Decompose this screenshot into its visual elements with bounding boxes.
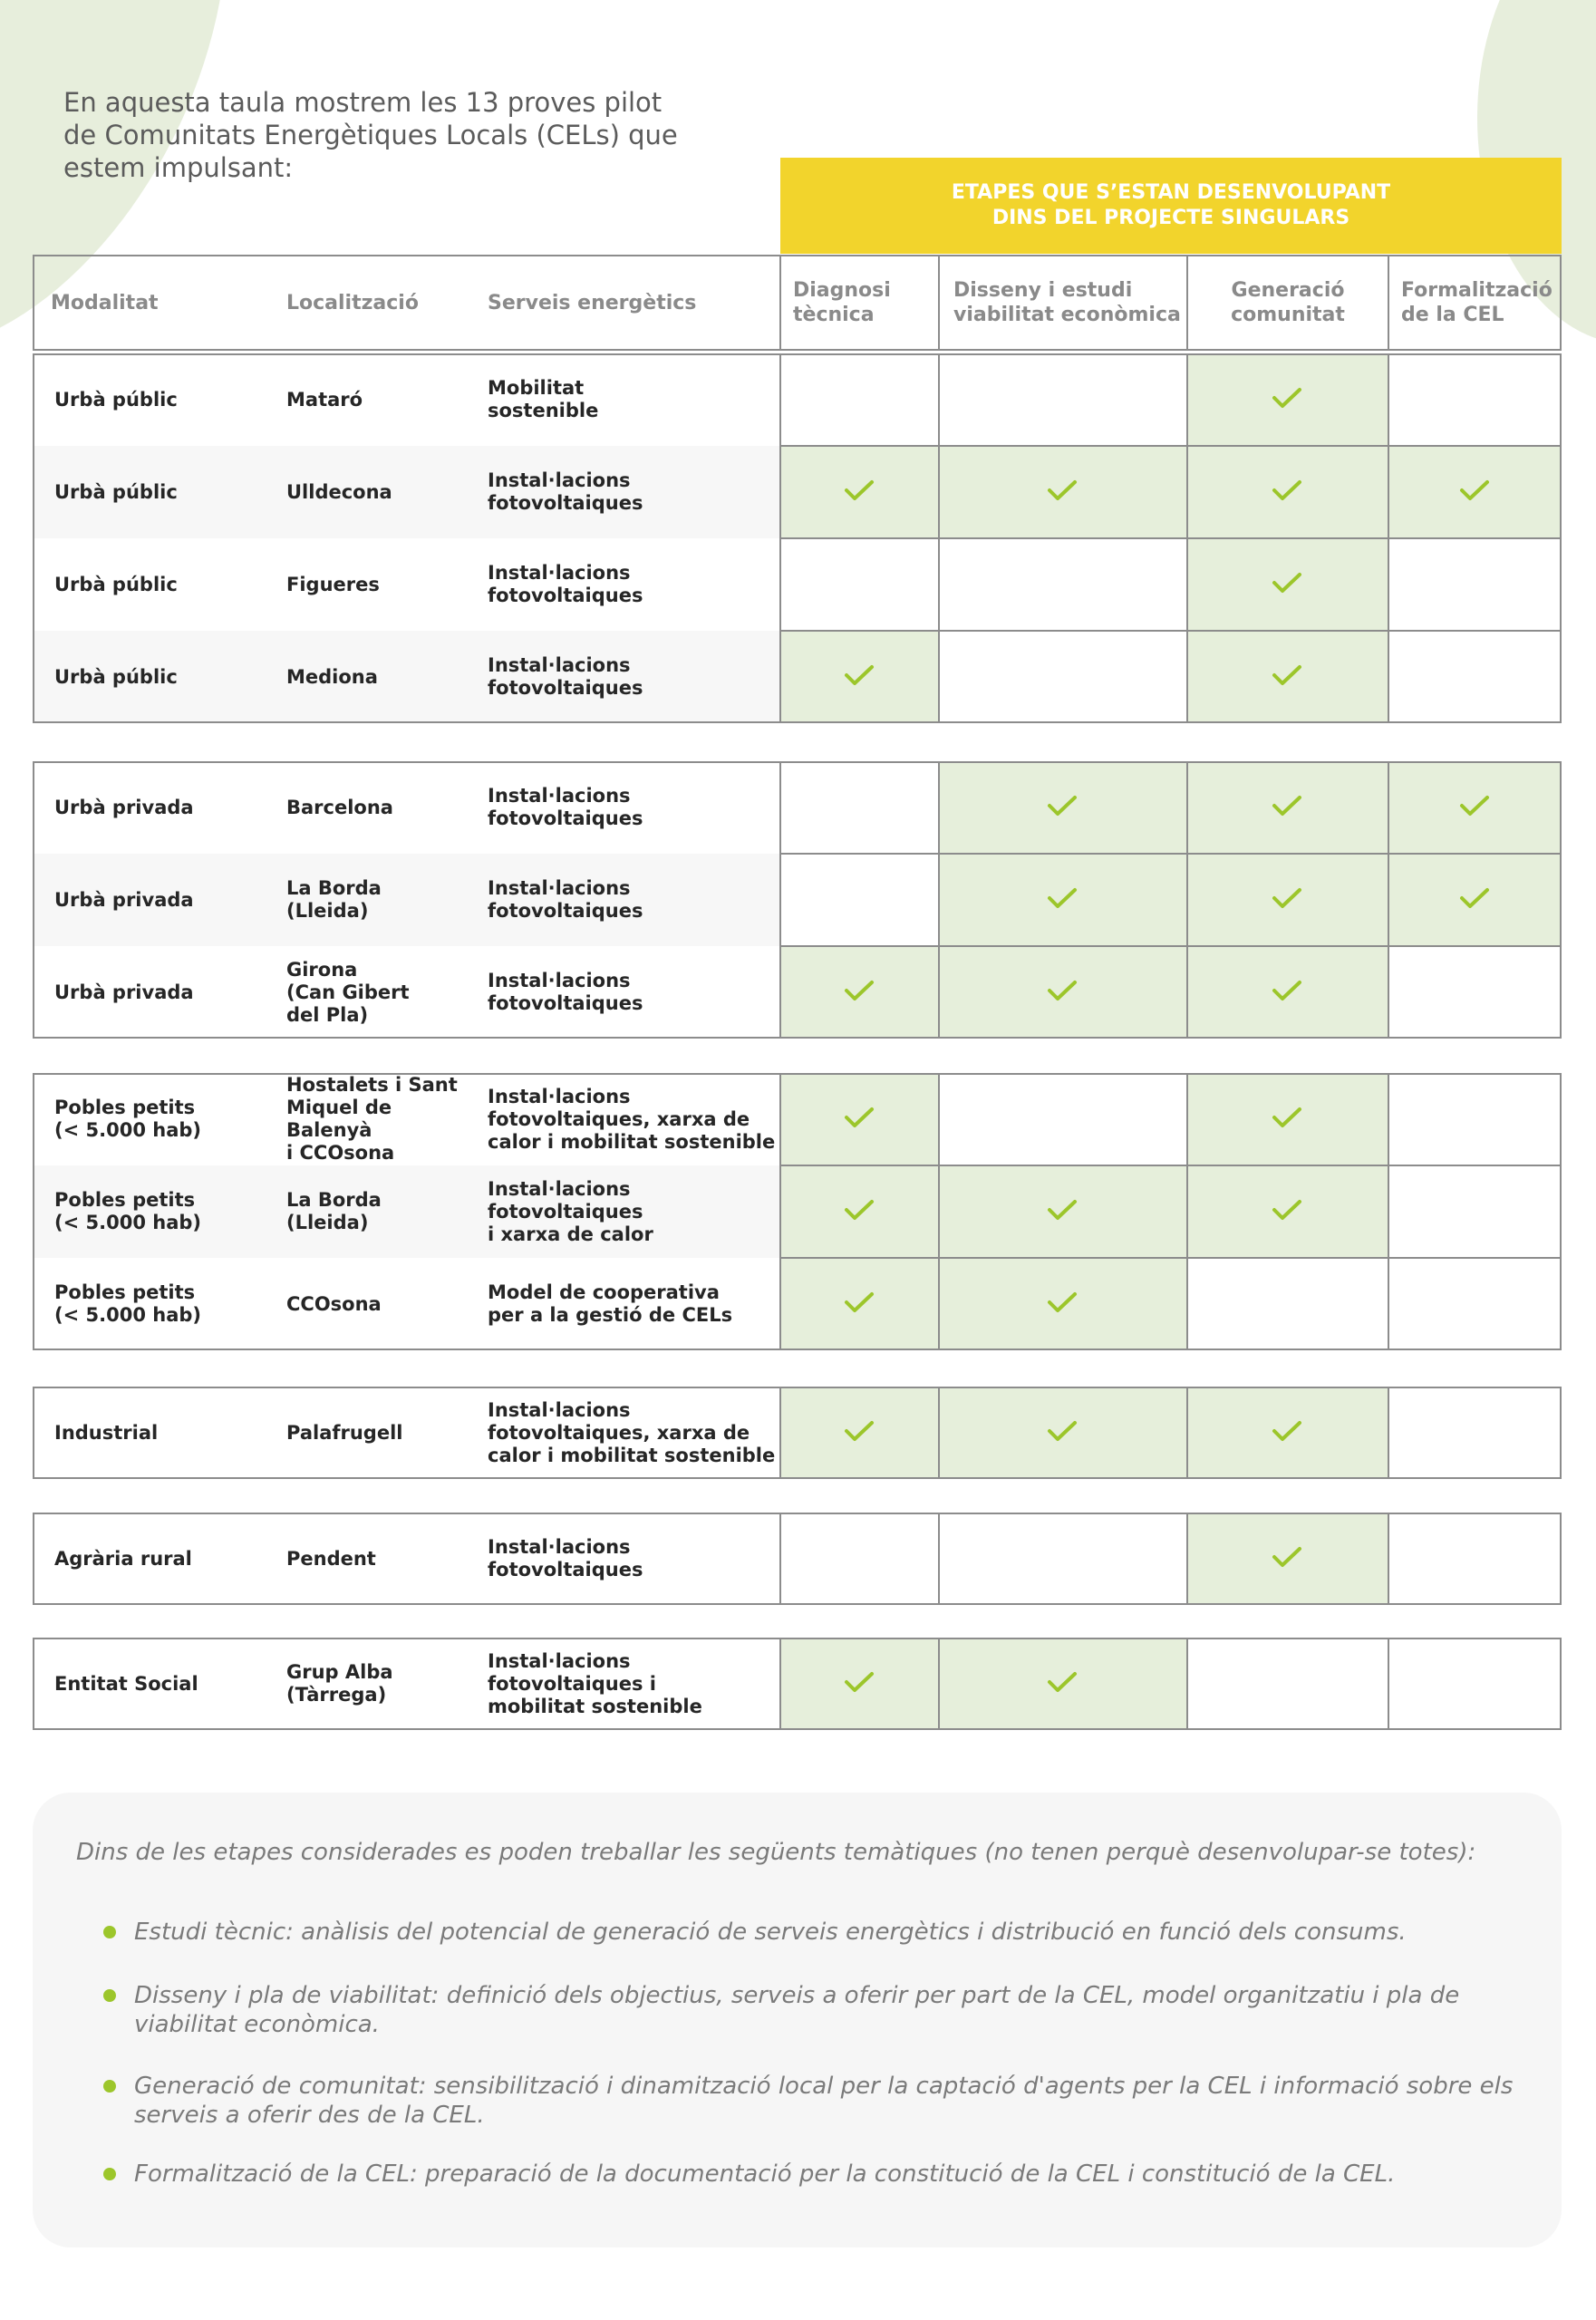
stage-cell-formalitzacio [1388,446,1562,538]
check-icon [1047,1670,1078,1697]
stage-cell-disseny [938,1638,1186,1730]
check-icon [1047,886,1078,914]
cell-modalitat: Pobles petits (< 5.000 hab) [54,1189,201,1233]
column-divider [779,1638,781,1730]
cell-serveis: Instal·lacions fotovoltaiques i xarxa de calor [488,1177,653,1245]
stage-cell-generacio [1186,631,1388,723]
check-icon [1047,478,1078,506]
check-icon [1272,979,1302,1006]
stage-cell-diagnosi [779,1165,938,1258]
stage-cell-generacio [1186,1258,1388,1350]
row-divider [779,945,1562,947]
stage-cell-disseny [938,446,1186,538]
column-divider [938,761,940,1039]
cell-localitzacio: La Borda (Lleida) [286,1189,382,1233]
stage-cell-disseny [938,1165,1186,1258]
column-divider [938,1638,940,1730]
header-formalitzacio: Formalització de la CEL [1401,279,1552,326]
column-divider [1186,1513,1188,1605]
stage-cell-formalitzacio [1388,854,1562,946]
table-group [33,1638,1562,1730]
row-divider [779,1165,1562,1166]
check-icon [844,478,875,506]
column-divider [1186,1073,1188,1350]
stage-cell-disseny [938,631,1186,723]
stage-cell-diagnosi [779,946,938,1039]
check-icon [1459,794,1490,821]
stage-cell-disseny [938,854,1186,946]
stage-cell-diagnosi [779,538,938,631]
stage-cell-disseny [938,1387,1186,1479]
table-header [33,255,1562,351]
cell-localitzacio: Ulldecona [286,480,392,503]
stage-cell-disseny [938,1513,1186,1605]
check-icon [844,1106,875,1133]
table-group [33,1073,1562,1350]
check-icon [1047,1419,1078,1446]
cell-localitzacio: Figueres [286,573,380,595]
bullet-icon [103,1989,116,2002]
cell-serveis: Instal·lacions fotovoltaiques i mobilitat sostenible [488,1649,702,1717]
column-divider [779,761,781,1039]
stage-cell-generacio [1186,854,1388,946]
row-divider [779,445,1562,447]
cell-modalitat: Urbà privada [54,796,194,818]
stage-cell-formalitzacio [1388,946,1562,1039]
stage-cell-generacio [1186,1513,1388,1605]
check-icon [1272,1419,1302,1446]
check-icon [1272,1545,1302,1572]
note-item-estudi: Estudi tècnic: anàlisis del potencial de generació de serveis energètics i distribució en funció dels consums. [134,1919,1407,1946]
cell-serveis: Model de cooperativa per a la gestió de CELs [488,1281,733,1326]
cell-localitzacio: Palafrugell [286,1421,403,1444]
stage-cell-diagnosi [779,854,938,946]
stage-cell-formalitzacio [1388,1513,1562,1605]
cell-localitzacio: Pendent [286,1547,376,1570]
cell-serveis: Instal·lacions fotovoltaiques [488,562,643,606]
stage-cell-diagnosi [779,1387,938,1479]
column-divider [779,1073,781,1350]
check-icon [1272,571,1302,598]
column-divider [1388,1513,1389,1605]
cell-serveis: Mobilitat sostenible [488,377,599,421]
check-icon [1047,1198,1078,1225]
cell-serveis: Instal·lacions fotovoltaiques [488,877,643,922]
cell-modalitat: Urbà públic [54,388,178,411]
check-icon [1272,478,1302,506]
cell-localitzacio: Barcelona [286,796,393,818]
cell-serveis: Instal·lacions fotovoltaiques [488,469,643,514]
table-group [33,761,1562,1039]
stage-cell-formalitzacio [1388,1258,1562,1350]
note-item-disseny: Disseny i pla de viabilitat: definició dels objectius, serveis a oferir per part de la CEL, model organitzatiu i pla de viabilitat econòmica. [134,1982,1460,2038]
stage-cell-generacio [1186,1638,1388,1730]
stage-cell-formalitzacio [1388,761,1562,854]
cell-modalitat: Urbà públic [54,480,178,503]
check-icon [844,1419,875,1446]
cell-modalitat: Urbà privada [54,981,194,1003]
cell-modalitat: Urbà públic [54,665,178,688]
column-divider [938,1073,940,1350]
stage-cell-diagnosi [779,761,938,854]
stage-cell-formalitzacio [1388,1073,1562,1165]
cell-localitzacio: CCOsona [286,1292,382,1315]
column-divider [779,1513,781,1605]
cell-localitzacio: Hostalets i Sant Miquel de Balenyà i CCOsona [286,1074,458,1164]
stage-cell-formalitzacio [1388,353,1562,446]
header-divider [938,255,940,351]
cell-modalitat: Entitat Social [54,1672,198,1695]
header-divider [779,255,781,351]
column-divider [1186,1387,1188,1479]
header-divider [1388,255,1389,351]
stages-banner-label: ETAPES QUE S’ESTAN DESENVOLUPANT DINS DEL PROJECTE SINGULARS [951,181,1391,229]
cell-serveis: Instal·lacions fotovoltaiques [488,970,643,1014]
stage-cell-formalitzacio [1388,1387,1562,1479]
cell-serveis: Instal·lacions fotovoltaiques [488,654,643,699]
column-divider [779,1387,781,1479]
table-group [33,1387,1562,1479]
cell-modalitat: Industrial [54,1421,159,1444]
cell-serveis: Instal·lacions fotovoltaiques [488,1536,643,1580]
notes-intro: Dins de les etapes considerades es poden treballar les següents temàtiques (no tenen perquè desenvolupar-se totes): [76,1839,1476,1866]
note-item-formalitzacio: Formalització de la CEL: preparació de la documentació per la constitució de la CEL i constitució de la CEL. [134,2160,1396,2188]
row-divider [779,853,1562,855]
check-icon [1272,794,1302,821]
stage-cell-disseny [938,1073,1186,1165]
stage-cell-disseny [938,1258,1186,1350]
cell-localitzacio: La Borda (Lleida) [286,877,382,922]
column-divider [1388,1387,1389,1479]
row-divider [779,537,1562,539]
header-diagnosi: Diagnosi tècnica [793,279,891,326]
cell-modalitat: Agrària rural [54,1547,192,1570]
stage-cell-generacio [1186,1073,1388,1165]
column-divider [1388,761,1389,1039]
stage-cell-diagnosi [779,631,938,723]
header-modalitat: Modalitat [51,291,159,314]
column-divider [1186,1638,1188,1730]
intro-text: En aquesta taula mostrem les 13 proves pilot de Comunitats Energètiques Locals (CELs) que estem impulsant: [63,87,678,183]
column-divider [938,353,940,723]
cell-serveis: Instal·lacions fotovoltaiques [488,785,643,829]
stage-cell-generacio [1186,761,1388,854]
column-divider [779,353,781,723]
header-localitzacio: Localització [286,291,419,314]
check-icon [1272,663,1302,691]
check-icon [844,1198,875,1225]
stage-cell-disseny [938,538,1186,631]
note-item-generacio: Generació de comunitat: sensibilització i dinamització local per la captació d'agents per la CEL i informació sobre els serveis a oferir des de la CEL. [134,2073,1514,2129]
header-generacio: Generació comunitat [1231,279,1345,326]
cell-modalitat: Urbà públic [54,573,178,595]
cell-modalitat: Pobles petits (< 5.000 hab) [54,1281,201,1326]
cell-modalitat: Pobles petits (< 5.000 hab) [54,1097,201,1141]
check-icon [1272,386,1302,413]
check-icon [1459,886,1490,914]
stage-cell-disseny [938,946,1186,1039]
cell-serveis: Instal·lacions fotovoltaiques, xarxa de calor i mobilitat sostenible [488,1398,776,1466]
stage-cell-formalitzacio [1388,631,1562,723]
check-icon [1459,478,1490,506]
header-disseny: Disseny i estudi viabilitat econòmica [953,279,1181,326]
stage-cell-generacio [1186,446,1388,538]
check-icon [1047,794,1078,821]
row-divider [779,630,1562,632]
stage-cell-disseny [938,353,1186,446]
stage-cell-generacio [1186,538,1388,631]
header-serveis: Serveis energètics [488,291,697,314]
stage-cell-diagnosi [779,1513,938,1605]
stages-banner [780,158,1562,254]
stage-cell-generacio [1186,946,1388,1039]
cell-modalitat: Urbà privada [54,888,194,911]
cell-serveis: Instal·lacions fotovoltaiques, xarxa de calor i mobilitat sostenible [488,1085,776,1153]
check-icon [1047,979,1078,1006]
cell-localitzacio: Mataró [286,388,363,411]
stage-cell-generacio [1186,1387,1388,1479]
table-group [33,353,1562,723]
stage-cell-diagnosi [779,1258,938,1350]
check-icon [1272,1198,1302,1225]
cell-localitzacio: Mediona [286,665,378,688]
column-divider [1388,1073,1389,1350]
header-divider [1186,255,1188,351]
column-divider [938,1513,940,1605]
column-divider [1388,353,1389,723]
check-icon [844,663,875,691]
check-icon [1047,1290,1078,1318]
column-divider [1186,353,1188,723]
stage-cell-diagnosi [779,1638,938,1730]
check-icon [1272,886,1302,914]
column-divider [938,1387,940,1479]
stage-cell-generacio [1186,353,1388,446]
column-divider [1186,761,1188,1039]
row-divider [779,1257,1562,1259]
stage-cell-diagnosi [779,353,938,446]
stage-cell-generacio [1186,1165,1388,1258]
column-divider [1388,1638,1389,1730]
bullet-icon [103,1926,116,1938]
check-icon [844,1290,875,1318]
stage-cell-diagnosi [779,446,938,538]
check-icon [844,1670,875,1697]
stage-cell-formalitzacio [1388,1165,1562,1258]
check-icon [1272,1106,1302,1133]
cell-localitzacio: Girona (Can Gibert del Pla) [286,958,410,1026]
cell-localitzacio: Grup Alba (Tàrrega) [286,1661,393,1706]
notes-box [33,1793,1562,2248]
stage-cell-formalitzacio [1388,1638,1562,1730]
bullet-icon [103,2080,116,2093]
check-icon [844,979,875,1006]
stage-cell-disseny [938,761,1186,854]
table-group [33,1513,1562,1605]
stage-cell-formalitzacio [1388,538,1562,631]
bullet-icon [103,2168,116,2180]
stage-cell-diagnosi [779,1073,938,1165]
